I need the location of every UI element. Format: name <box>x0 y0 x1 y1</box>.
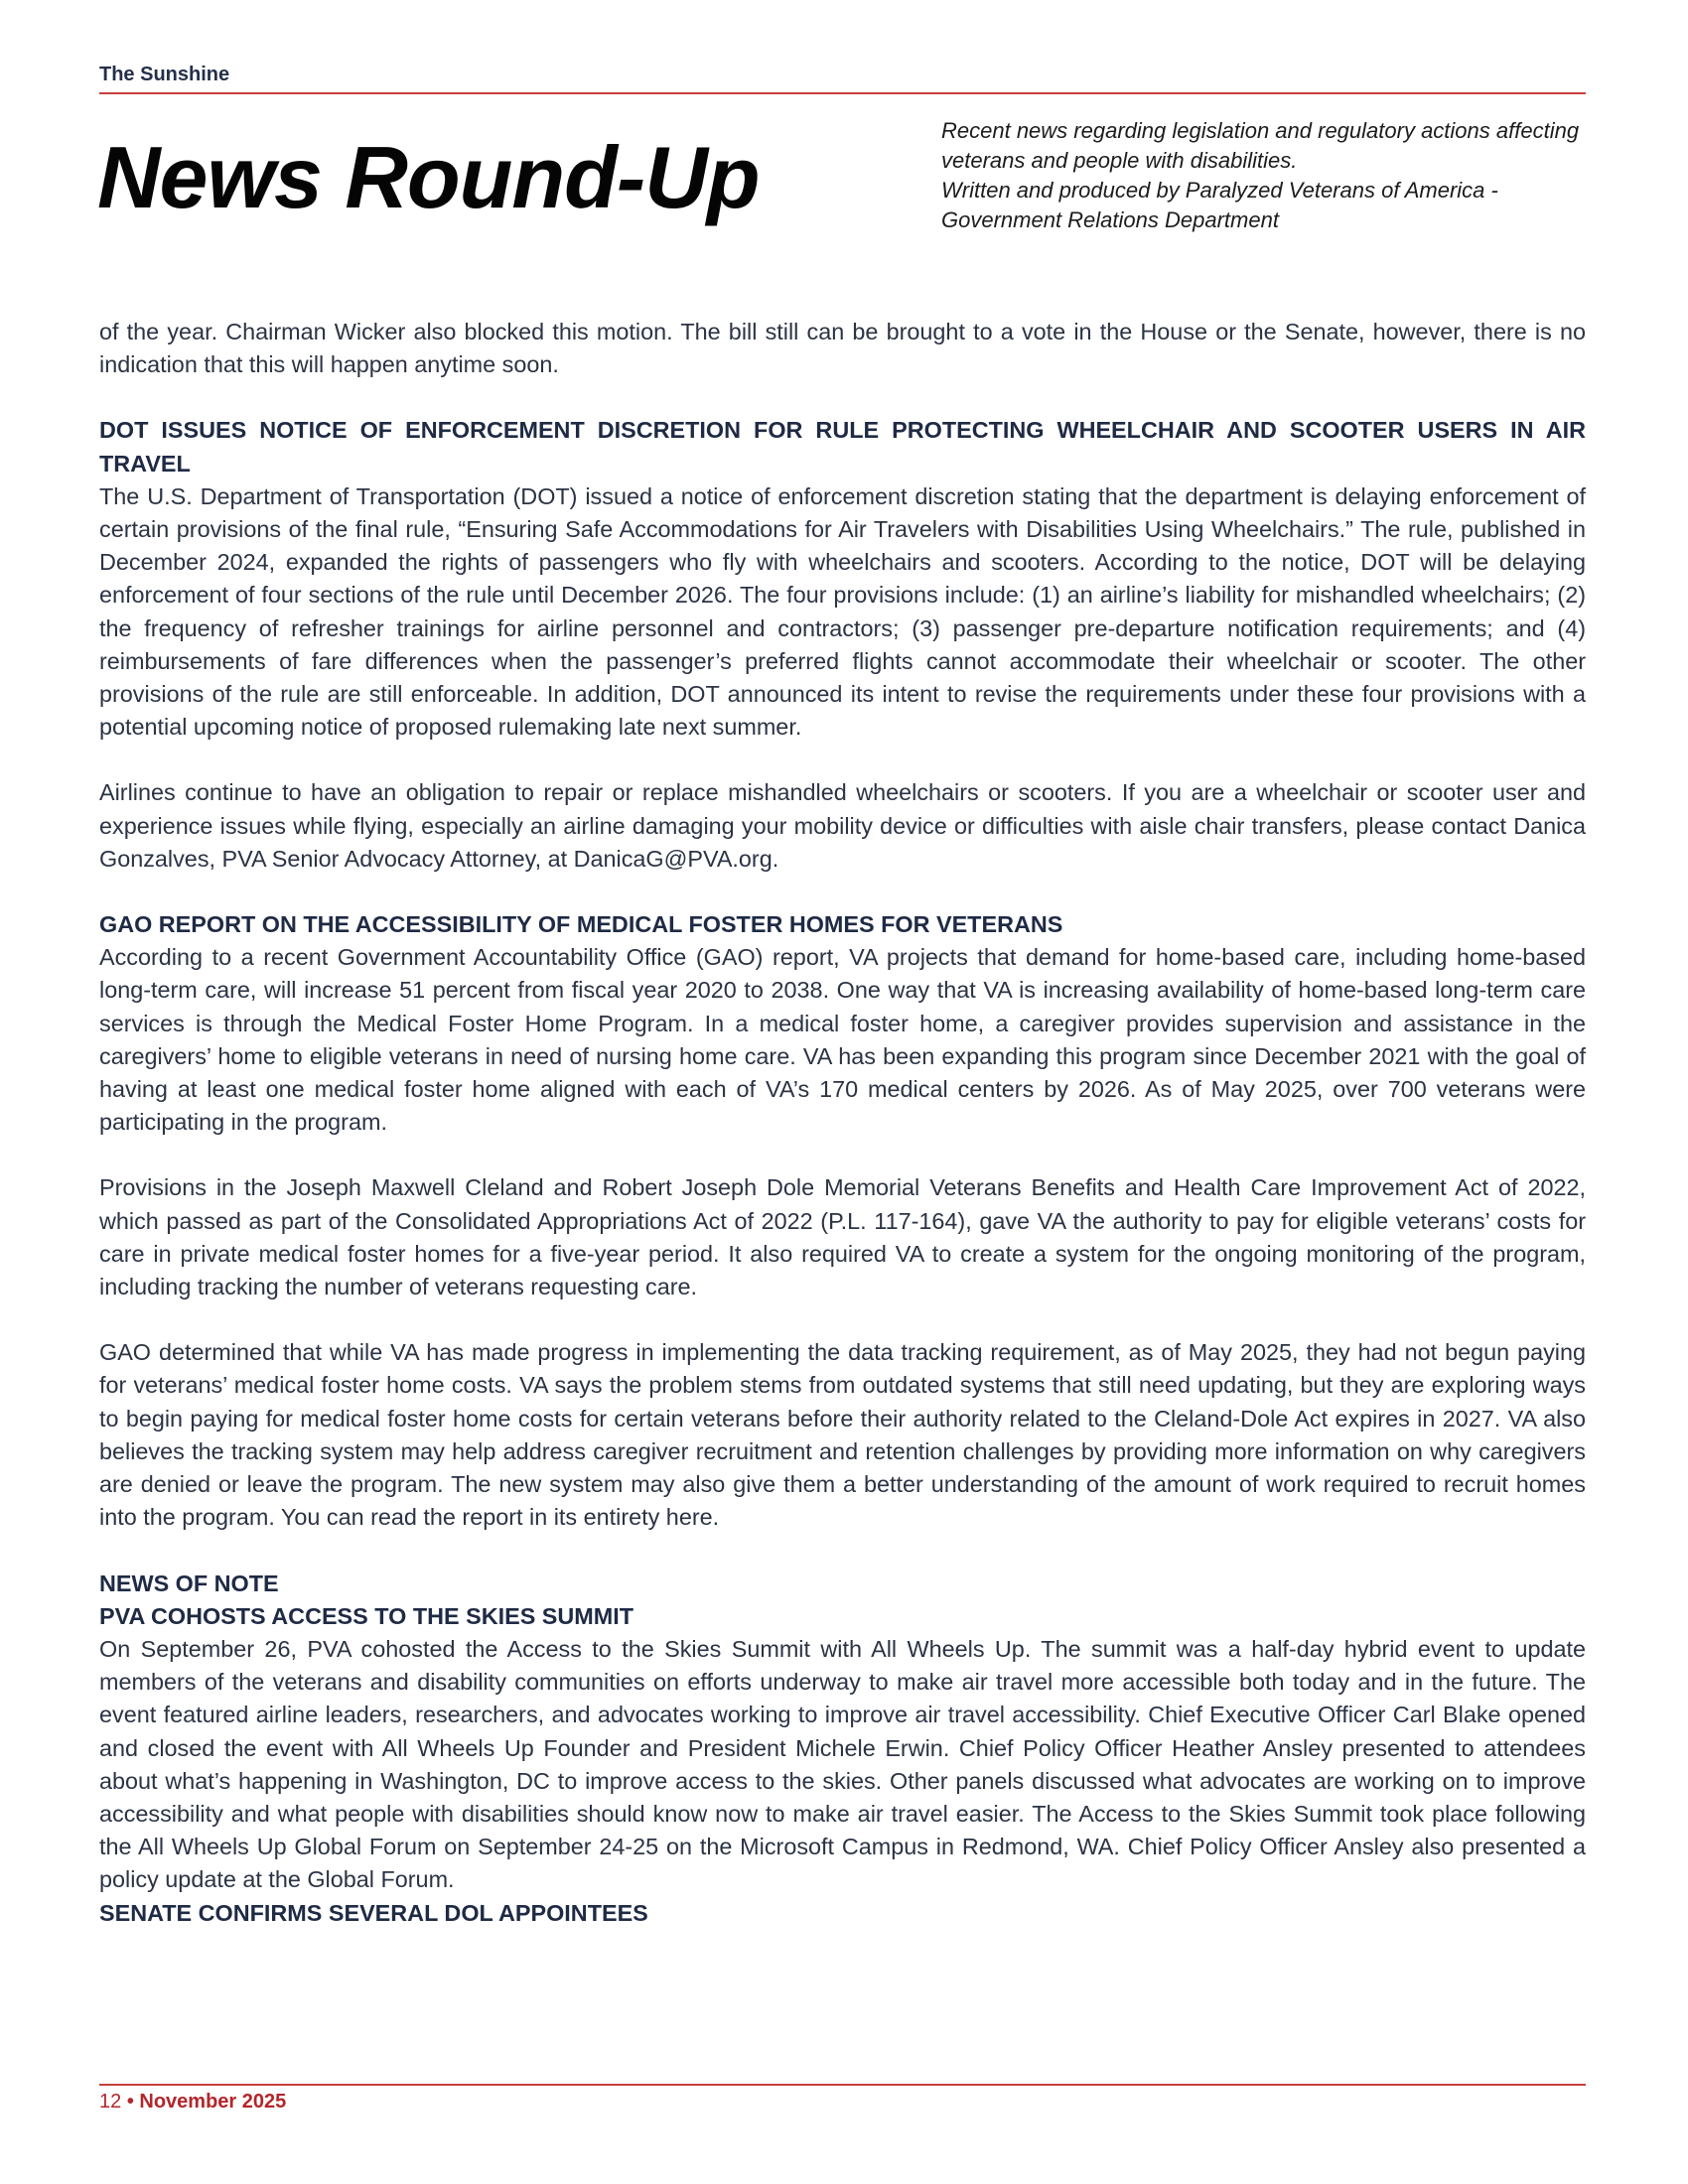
page-footer <box>99 2091 286 2114</box>
intro-paragraph: of the year. Chairman Wicker also blocked this motion. The bill still can be brought to a vote in the House or the Senate, however, there is no indication that this will happen anytime soon. <box>99 319 1586 378</box>
paragraph: Provisions in the Joseph Maxwell Cleland and Robert Joseph Dole Memorial Veterans Benefits and Health Care Improvement Act of 2022, which passed as part of the Consolidated Appropriations Act of 2022 (P.L. 117-164), gave VA the authority to pay for eligible veterans’ costs for care in private medical foster homes for a five-year period. It also required VA to create a system for the ongoing monitoring of the program, including tracking the number of veterans requesting care. <box>99 1174 1586 1300</box>
paragraph: Airlines continue to have an obligation to repair or replace mishandled wheelchairs or scooters. If you are a wheelchair or scooter user and experience issues while flying, especially an airline damaging your mobility device or difficulties with aisle chair transfers, please contact Danica Gonzalves, PVA Senior Advocacy Attorney, at DanicaG@PVA.org. <box>99 779 1586 872</box>
page-title: News Round-Up <box>97 128 760 226</box>
paragraph: On September 26, PVA cohosted the Access to the Skies Summit with All Wheels Up. The summit was a half-day hybrid event to update members of the veterans and disability communities on efforts underway to make air travel more accessible both today and in the future. The event featured airline leaders, researchers, and advocates working to improve air travel accessibility. Chief Executive Officer Carl Blake opened and closed the event with All Wheels Up Founder and President Michele Erwin. Chief Policy Officer Heather Ansley presented to attendees about what’s happening in Washington, DC to improve access to the skies. Other panels discussed what advocates are working on to improve accessibility and what people with disabilities should know now to make air travel easier. The Access to the Skies Summit took place following the All Wheels Up Global Forum on September 24-25 on the Microsoft Campus in Redmond, WA. Chief Policy Officer Ansley also presented a policy update at the Global Forum. <box>99 1635 1586 1893</box>
paragraph: GAO determined that while VA has made progress in implementing the data tracking requirement, as of May 2025, they had not begun paying for veterans’ medical foster home costs. VA says the problem stems from outdated systems that still need updating, but they are exploring ways to begin paying for medical foster home costs for certain veterans before their authority related to the Cleland-Dole Act expires in 2027. VA also believes the tracking system may help address caregiver recruitment and retention challenges by providing more information on why caregivers are denied or leave the program. The new system may also give them a better understanding of the amount of work required to recruit homes into the program. You can read the report in its entirety here. <box>99 1339 1586 1531</box>
section-heading-summit: PVA COHOSTS ACCESS TO THE SKIES SUMMIT <box>99 1602 634 1629</box>
section-kicker: NEWS OF NOTE <box>99 1570 279 1596</box>
footer-rule <box>99 2084 1586 2086</box>
section-heading-dot: DOT ISSUES NOTICE OF ENFORCEMENT DISCRETION FOR RULE PROTECTING WHEELCHAIR AND SCOOTER USERS IN AIR TRAVEL <box>99 417 1586 477</box>
section-heading-senate: SENATE CONFIRMS SEVERAL DOL APPOINTEES <box>99 1899 648 1926</box>
section-heading-gao: GAO REPORT ON THE ACCESSIBILITY OF MEDICAL FOSTER HOMES FOR VETERANS <box>99 911 1063 938</box>
article-body <box>99 316 1586 1930</box>
subtitle-credit: Written and produced by Paralyzed Veterans of America - Government Relations Department <box>941 178 1498 232</box>
paragraph: According to a recent Government Accountability Office (GAO) report, VA projects that demand for home-based care, including home-based long-term care, will increase 51 percent from fiscal year 2020 to 2038. One way that VA is increasing availability of home-based long-term care services is through the Medical Foster Home Program. In a medical foster home, a caregiver provides supervision and assistance in the caregivers’ home to eligible veterans in need of nursing home care. VA has been expanding this program since December 2021 with the goal of having at least one medical foster home aligned with each of VA’s 170 medical centers by 2026. As of May 2025, over 700 veterans were participating in the program. <box>99 944 1586 1136</box>
subtitle-description: Recent news regarding legislation and regulatory actions affecting veterans and people with disabilities. <box>941 118 1580 173</box>
page-number: 12 <box>99 2091 122 2113</box>
paragraph: The U.S. Department of Transportation (DOT) issued a notice of enforcement discretion stating that the department is delaying enforcement of certain provisions of the final rule, “Ensuring Safe Accommodations for Air Travelers with Disabilities Using Wheelchairs.” The rule, published in December 2024, expanded the rights of passengers who fly with wheelchairs and scooters. According to the notice, DOT will be delaying enforcement of four sections of the rule until December 2026. The four provisions include: (1) an airline’s liability for mishandled wheelchairs; (2) the frequency of refresher trainings for airline personnel and contractors; (3) passenger pre-departure notification requirements; and (4) reimbursements of fare differences when the passenger’s preferred flights cannot accommodate their wheelchair or scooter. The other provisions of the rule are still enforceable. In addition, DOT announced its intent to revise the requirements under these four provisions with a potential upcoming notice of proposed rulemaking late next summer. <box>99 482 1586 741</box>
publication-name: The Sunshine <box>99 64 230 85</box>
page-subtitle <box>941 116 1597 235</box>
issue-date: November 2025 <box>139 2091 287 2113</box>
header-rule <box>99 92 1586 94</box>
footer-separator: • <box>126 2091 134 2113</box>
